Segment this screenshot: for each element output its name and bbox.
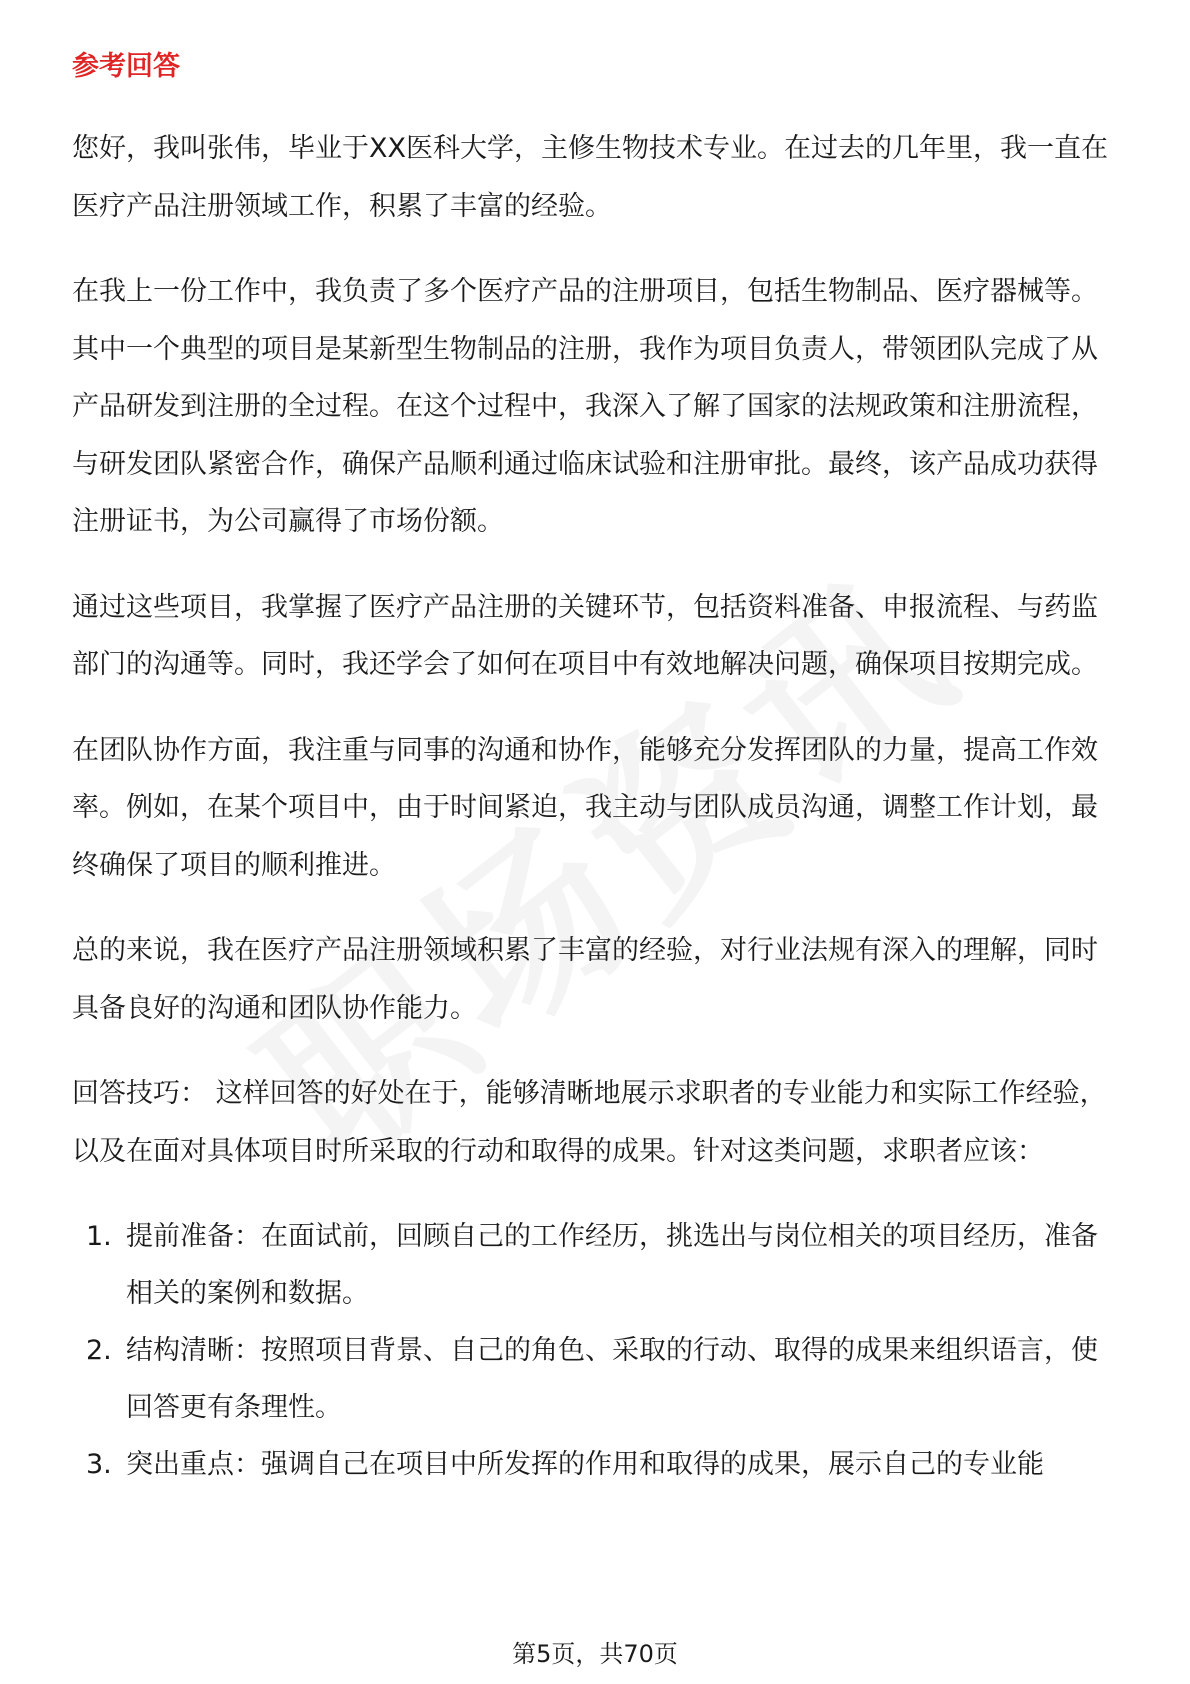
list-number: 1.: [86, 1221, 112, 1252]
page-footer: 第5页，共70页: [512, 1640, 678, 1668]
paragraph-project: 在我上一份工作中，我负责了多个医疗产品的注册项目，包括生物制品、医疗器械等。其中一个典型的项目是某新型生物制品的注册，我作为项目负责人，带领团队完成了从产品研发到注册的全过程。在这个过程中，我深入了解了国家的法规政策和注册流程，与研发团队紧密合作，确保产品顺利通过临床试验和注册审批。最终，该产品成功获得注册证书，为公司赢得了市场份额。: [72, 276, 1098, 537]
document-body: [72, 48, 1122, 1493]
paragraph-summary: 总的来说，我在医疗产品注册领域积累了丰富的经验，对行业法规有深入的理解，同时具备良好的沟通和团队协作能力。: [72, 935, 1098, 1024]
list-item: [72, 1436, 1122, 1493]
list-item: [72, 1208, 1122, 1322]
section-title: 参考回答: [72, 51, 180, 82]
list-item-text: 提前准备：在面试前，回顾自己的工作经历，挑选出与岗位相关的项目经历，准备相关的案例和数据。: [126, 1221, 1098, 1309]
paragraph-skills: 通过这些项目，我掌握了医疗产品注册的关键环节，包括资料准备、申报流程、与药监部门的沟通等。同时，我还学会了如何在项目中有效地解决问题，确保项目按期完成。: [72, 591, 1098, 680]
list-number: 2.: [86, 1335, 112, 1366]
paragraph-tips-intro: 回答技巧： 这样回答的好处在于，能够清晰地展示求职者的专业能力和实际工作经验，以及在面对具体项目时所采取的行动和取得的成果。针对这类问题，求职者应该：: [72, 1078, 1107, 1167]
tips-list: [72, 1208, 1122, 1493]
list-item: [72, 1322, 1122, 1436]
list-item-text: 突出重点：强调自己在项目中所发挥的作用和取得的成果，展示自己的专业能: [126, 1449, 1044, 1480]
paragraph-teamwork: 在团队协作方面，我注重与同事的沟通和协作，能够充分发挥团队的力量，提高工作效率。例如，在某个项目中，由于时间紧迫，我主动与团队成员沟通，调整工作计划，最终确保了项目的顺利推进。: [72, 734, 1098, 881]
paragraph-intro: 您好，我叫张伟，毕业于XX医科大学，主修生物技术专业。在过去的几年里，我一直在医疗产品注册领域工作，积累了丰富的经验。: [72, 133, 1108, 222]
list-item-text: 结构清晰：按照项目背景、自己的角色、采取的行动、取得的成果来组织语言，使回答更有条理性。: [126, 1335, 1098, 1423]
list-number: 3.: [86, 1449, 112, 1480]
